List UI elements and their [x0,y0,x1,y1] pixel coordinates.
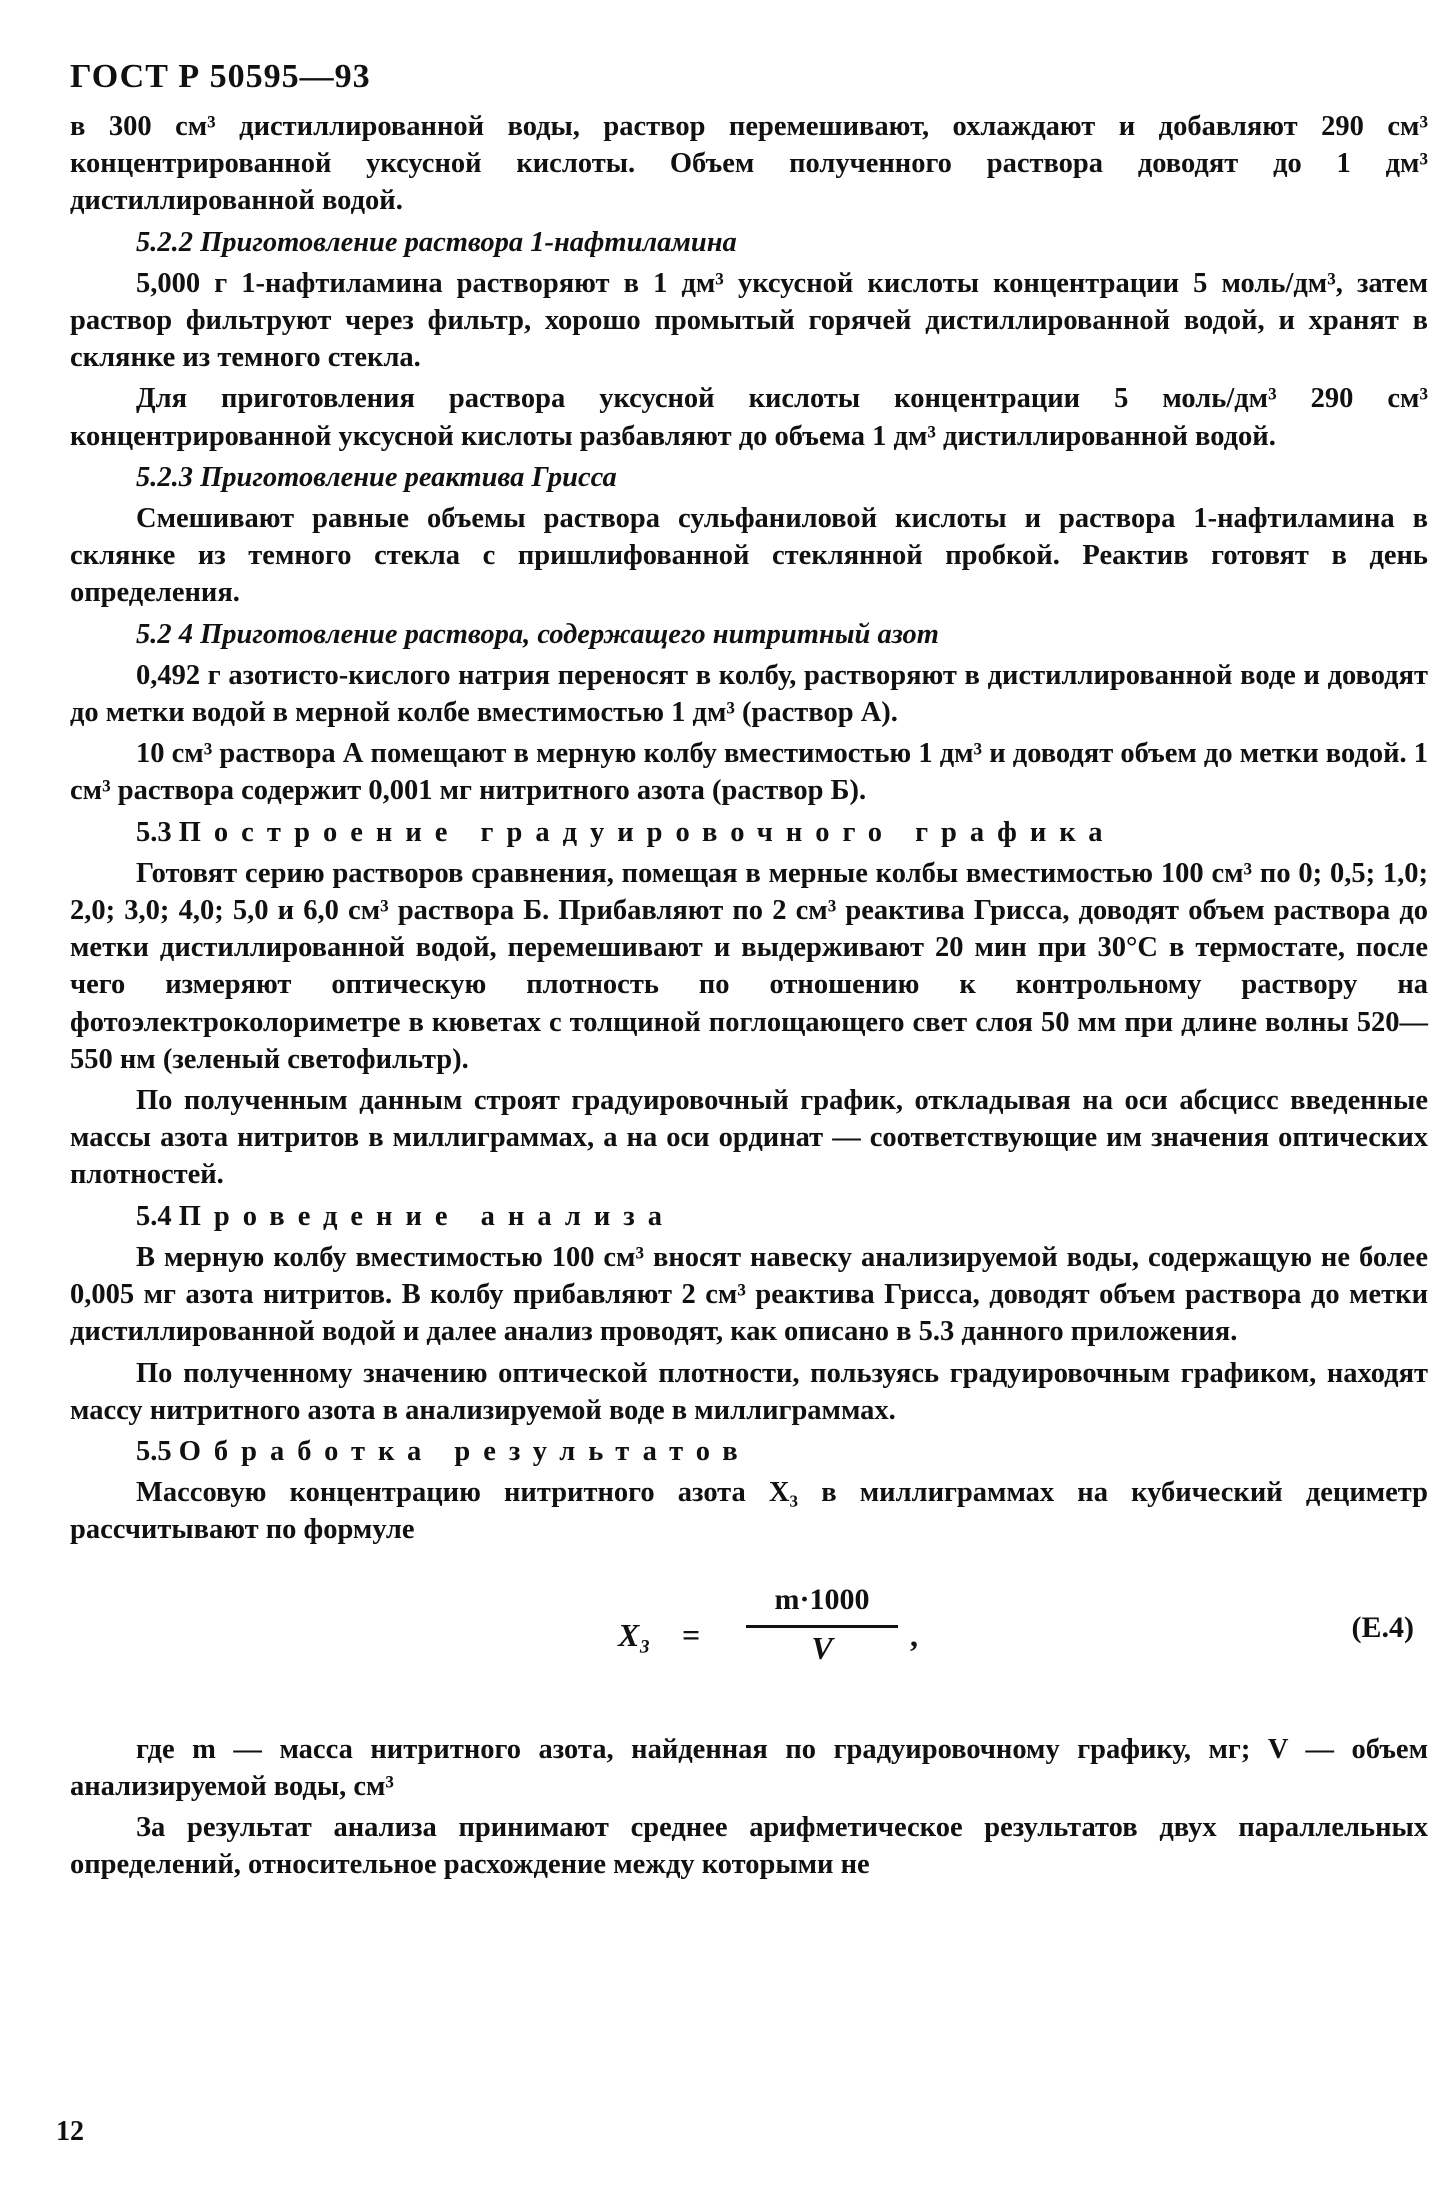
section-title: Приготовление раствора, содержащего нитритный азот [200,618,939,650]
section-heading-5-2-3 [70,459,1428,496]
section-title: Приготовление реактива Грисса [200,461,617,493]
paragraph: Для приготовления раствора уксусной кислоты концентрации 5 моль/дм³ 290 см³ концентрированной уксусной кислоты разбавляют до объема 1 дм³ дистиллированной водой. [70,383,1428,452]
formula-comma: , [910,1616,918,1653]
paragraph: В мерную колбу вместимостью 100 см³ вносят навеску анализируемой воды, содержащую не более 0,005 мг азота нитритов. В колбу прибавляют 2 см³ реактива Грисса, доводят объем раствора до метки дистиллированной водой и далее анализ проводят, как описано в 5.3 данного приложения. [70,1241,1428,1348]
formula-label: (Е.4) [1351,1610,1414,1644]
formula-equals: = [682,1616,701,1653]
section-title: Приготовление раствора 1-нафтиламина [200,226,737,258]
document-header: ГОСТ Р 50595—93 [70,58,371,95]
paragraph: За результат анализа принимают среднее арифметическое результатов двух параллельных определений, относительное расхождение между которыми не [70,1811,1428,1881]
page-number: 12 [56,2116,84,2147]
section-number: 5.3 [136,816,172,848]
section-number: 5.2.2 [136,226,193,258]
section-title: Обработка результатов [178,1435,751,1467]
section-number: 5.2 4 [136,618,193,650]
section-number: 5.5 [136,1435,172,1467]
paragraph: где m — масса нитритного азота, найденная по градуировочному графику, мг; V — объем анализируемой воды, см³ [70,1733,1428,1802]
section-heading-5-2-4 [70,616,1428,653]
section-heading-5-2-2 [70,224,1428,261]
paragraph: Смешивают равные объемы раствора сульфаниловой кислоты и раствора 1-нафтиламина в склянке из темного стекла с пришлифованной стеклянной пробкой. Реактив готовят в день определения. [70,503,1428,609]
section-heading-5-5 [70,1433,1428,1470]
paragraph: в 300 см³ дистиллированной воды, раствор перемешивают, охлаждают и добавляют 290 см³ концентрированной уксусной кислоты. Объем полученного раствора доводят до 1 дм³ дистиллированной водой. [70,111,1428,217]
section-heading-5-4 [70,1198,1428,1235]
paragraph: Массовую концентрацию нитритного азота X₃ в миллиграммах на кубический дециметр рассчитывают по формуле [70,1477,1428,1546]
section-number: 5.4 [136,1200,172,1232]
body-text [70,108,1428,1887]
formula-numerator: m·1000 [774,1582,870,1616]
paragraph: По полученному значению оптической плотности, пользуясь градуировочным графиком, находят массу нитритного азота в анализируемой воде в миллиграммах. [70,1357,1428,1426]
fraction-bar [746,1625,898,1628]
paragraph: 0,492 г азотисто-кислого натрия переносят в колбу, растворяют в дистиллированной воде и доводят до метки водой в мерной колбе вместимостью 1 дм³ (раствор А). [70,659,1428,729]
paragraph: Готовят серию растворов сравнения, помещая в мерные колбы вместимостью 100 см³ по 0; 0,5; 1,0; 2,0; 3,0; 4,0; 5,0 и 6,0 см³ раствора Б. Прибавляют по 2 см³ реактива Грисса, доводят объем раствора до метки дистиллированной водой, перемешивают и выдерживают 20 мин при 30°С в термостате, после чего измеряют оптическую плотность по отношению к контрольному раствору на фотоэлектроколориметре в кюветах с толщиной поглощающего свет слоя 50 мм при длине волны 520—550 нм (зеленый светофильтр). [70,857,1428,1075]
formula-fraction [738,1581,906,1667]
formula-lhs: X₃ [618,1616,651,1653]
paragraph: 5,000 г 1-нафтиламина растворяют в 1 дм³ уксусной кислоты концентрации 5 моль/дм³, затем раствор фильтруют через фильтр, хорошо промытый горячей дистиллированной водой, и хранят в склянке из темного стекла. [70,267,1428,374]
section-heading-5-3 [70,814,1428,851]
section-title: Проведение анализа [178,1200,675,1232]
after-formula [70,1731,1428,1884]
section-title: Построение градуировочного графика [178,816,1116,848]
paragraph: По полученным данным строят градуировочный график, откладывая на оси абсцисс введенные массы азота нитритов в миллиграммах, а на оси ординат — соответствующие им значения оптических плотностей. [70,1085,1428,1191]
formula-e4 [70,1581,1428,1707]
paragraph: 10 см³ раствора А помещают в мерную колбу вместимостью 1 дм³ и доводят объем до метки водой. 1 см³ раствора содержит 0,001 мг нитритного азота (раствор Б). [70,738,1428,807]
section-number: 5.2.3 [136,461,193,493]
formula-denominator: V [811,1629,833,1666]
